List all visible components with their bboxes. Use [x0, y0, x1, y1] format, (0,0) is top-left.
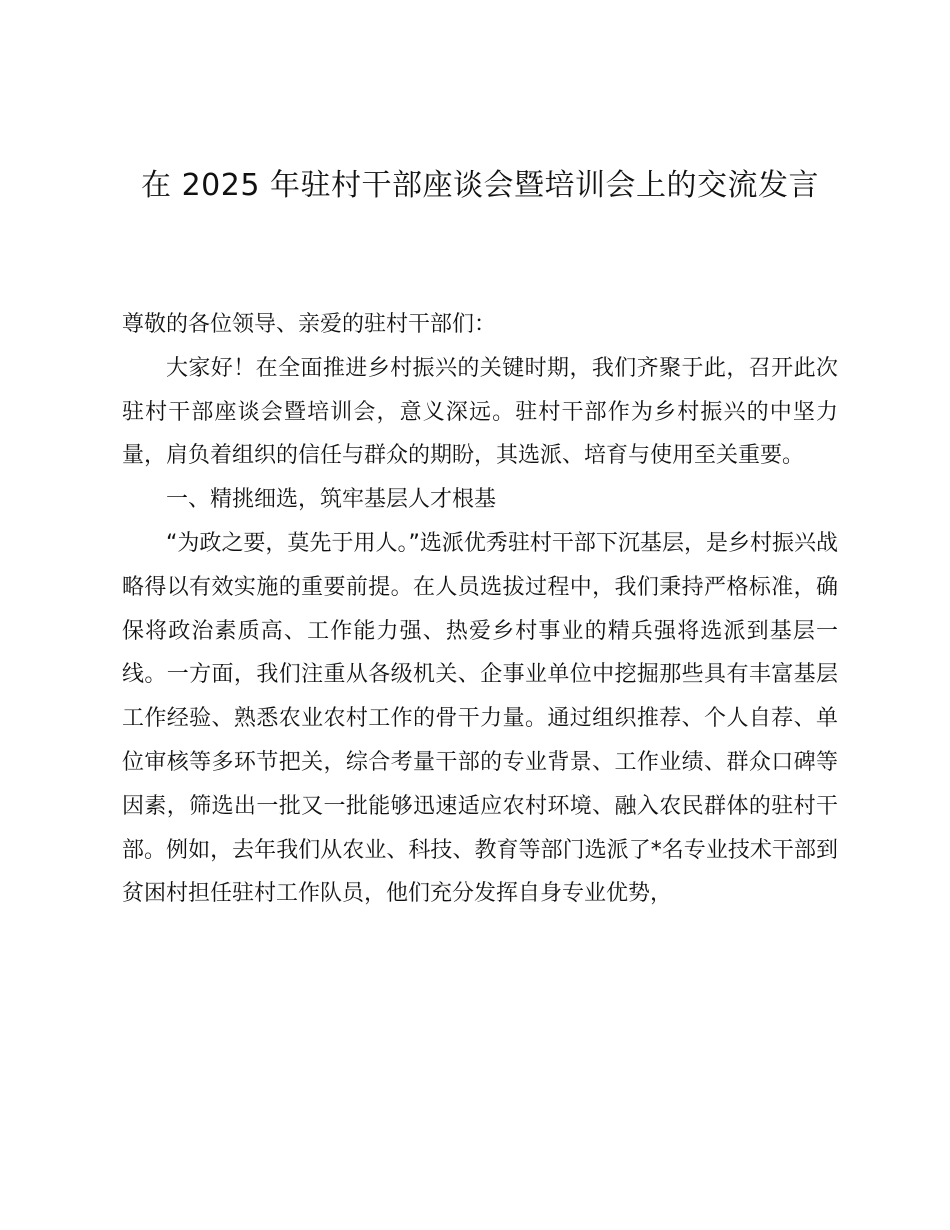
document-body: [122, 303, 838, 916]
document-title: 在 2025 年驻村干部座谈会暨培训会上的交流发言: [141, 168, 819, 203]
paragraph-selection: “为政之要，莫先于用人。”选派优秀驻村干部下沉基层，是乡村振兴战略得以有效实施的重要前提。在人员选拔过程中，我们秉持严格标准，确保将政治素质高、工作能力强、热爱乡村事业的精兵强将选派到基层一线。一方面，我们注重从各级机关、企事业单位中挖掘那些具有丰富基层工作经验、熟悉农业农村工作的骨干力量。通过组织推荐、个人自荐、单位审核等多环节把关，综合考量干部的专业背景、工作业绩、群众口碑等因素，筛选出一批又一批能够迅速适应农村环境、融入农民群体的驻村干部。例如，去年我们从农业、科技、教育等部门选派了*名专业技术干部到贫困村担任驻村工作队员，他们充分发挥自身专业优势，: [122, 530, 838, 907]
salutation: 尊敬的各位领导、亲爱的驻村干部们：: [122, 312, 497, 337]
paragraph-greeting: 大家好！在全面推进乡村振兴的关键时期，我们齐聚于此，召开此次驻村干部座谈会暨培训会，意义深远。驻村干部作为乡村振兴的中坚力量，肩负着组织的信任与群众的期盼，其选派、培育与使用至关重要。: [122, 355, 838, 469]
section-heading-1: 一、精挑细选，筑牢基层人才根基: [166, 487, 497, 513]
